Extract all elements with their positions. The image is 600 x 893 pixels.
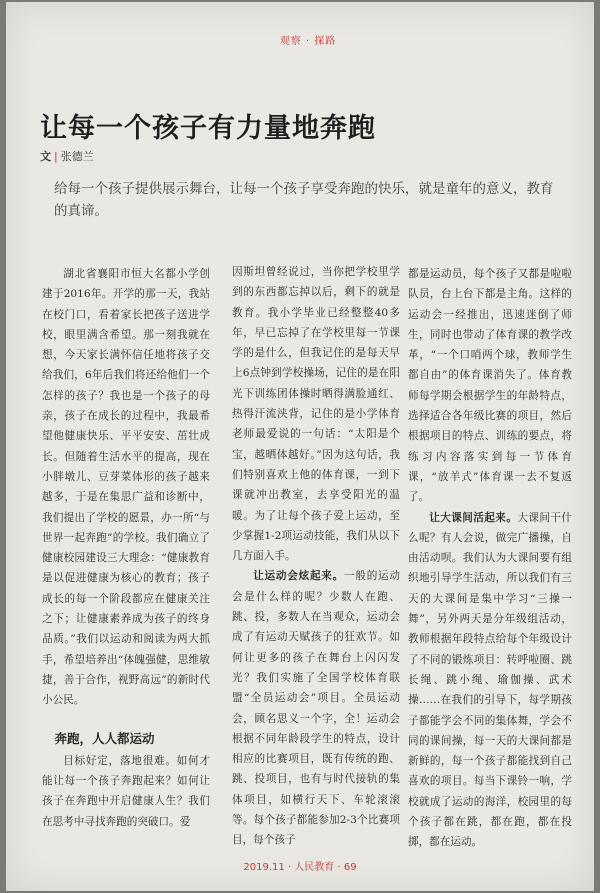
article-lead: 给每一个孩子提供展示舞台，让每一个孩子享受奔跑的快乐，就是童年的意义，教育的真谛。 <box>54 181 554 219</box>
paragraph-with-lead <box>232 566 400 848</box>
magazine-page <box>6 2 594 891</box>
column-1 <box>42 264 210 850</box>
author-name: 张德兰 <box>60 150 94 163</box>
column-3 <box>408 264 572 850</box>
paragraph-text: 一般的运动会是什么样的呢？少数人在跑、跳、投，多数人在当观众，运动会成了有运动天赋孩子的狂欢节。如何让更多的孩子在舞台上闪闪发光？我们实施了全国学校体育联盟“全员运动会”项目。全员运动会，顾名思义一个字，全！运动会根据不同年龄段学生的特点，设计相应的比赛项目，既有传统的跑、跳、投项目，也有与时代接轨的集体项目，如横行天下、车轮滚滚等。每个孩子都能参加2-3个比赛项目，每个孩子 <box>232 570 400 847</box>
byline-divider: | <box>54 150 58 163</box>
author-prefix: 文 <box>40 150 51 163</box>
paragraph-lead: 让运动会炫起来。 <box>253 570 344 583</box>
article-title: 让每一个孩子有力量地奔跑 <box>40 113 376 144</box>
paragraph: 目标好定，落地很难。如何才能让每一个孩子奔跑起来？如何让孩子在奔跑中开启健康人生？我们在思考中寻找奔跑的突破口。爱 <box>42 754 210 828</box>
paragraph: 湖北省襄阳市恒大名都小学创建于2016年。开学的那一天，我站在校门口，看着家长把孩子送进学校，眼里满含希望。那一刻我就在想，今天家长满怀信任地将孩子交给我们，6年后我们将还给他们一个怎样的孩子？我也是一个孩子的母亲，孩子在成长的过程中，我最希望他健康快乐、平平安安、茁壮成长。但随着生活水平的提高，现在小胖墩儿、豆芽菜体形的孩子越来越多，于是在集思广益和诊断中，我们提出了学校的愿景，办一所“与世界一起奔跑”的学校。我们确立了健康校园建设三大理念：“健康教育是以促进健康为核心的教育；孩子成长的每一个阶段都应在健康关注之下；让健康素养成为孩子的终身品质。”我们以运动和阅读为两大抓手，希望培养出“体魄强健，思维敏捷，善于合作，视野高远”的新时代小公民。 <box>42 268 210 707</box>
paragraph-text: 大课间干什么呢？有人会说，做完广播操，自由活动呗。我们认为大课间要有组织地引导学生活动，所以我们有三天的大课间是集中学习“三操一舞”，另外两天是分年级组活动，教师根据年段特点给每个年级设计了不同的锻炼项目：转呼啦圈、跳长绳、跳小绳、瑜伽操、武术操……在我们的引导下，每学期孩子都能学会不同的集体舞，学会不同的课间操，每一天的大课间都是新鲜的，每一个孩子都能找到自己喜欢的项目。每当下课铃一响，学校就成了运动的海洋，校园里的每个孩子都在跳，都在跑，都在投掷，都在运动。 <box>408 511 572 849</box>
paragraph-with-lead <box>408 508 572 850</box>
column-2 <box>232 262 400 848</box>
paragraph: 都是运动员，每个孩子又都是啦啦队员，台上台下都是主角。这样的运动会一经推出，迅速迷倒了师生，同时也带动了体育课的教学改革，“一个口哨两个球，教师学生都自由”的体育课消失了。体育教师每学期会根据学生的年龄特点，选择适合各年级比赛的项目，然后根据项目的特点、训练的要点，将练习内容落实到每一节体育课，“放羊式”体育课一去不复返了。 <box>408 268 572 504</box>
paragraph-lead: 让大课间活起来。 <box>429 511 518 524</box>
byline <box>40 148 94 164</box>
section-label: 观察 · 探路 <box>279 36 337 47</box>
paragraph: 因斯坦曾经说过，当你把学校里学到的东西都忘掉以后，剩下的就是教育。我小学毕业已经整整40多年，早已忘掉了在学校里每一节课学的是什么，但我记住的是每天早上6点钟到学校操场，记住的是在阳光下训练团体操时晒得满脸通红、热得汗流浃背，记住的是小学体育老师最爱说的一句话：“太阳是个宝，越晒体越好。”因为这句话，我们特别喜欢上他的体育课，一到下课就冲出教室，去享受阳光的温暖。为了让每个孩子爱上运动，至少掌握1-2项运动技能，我们从以下几方面入手。 <box>232 266 400 563</box>
section-heading: 奔跑，人人都运动 <box>54 730 155 746</box>
page-footer: 2019.11 · 人民教育 · 69 <box>243 862 357 873</box>
